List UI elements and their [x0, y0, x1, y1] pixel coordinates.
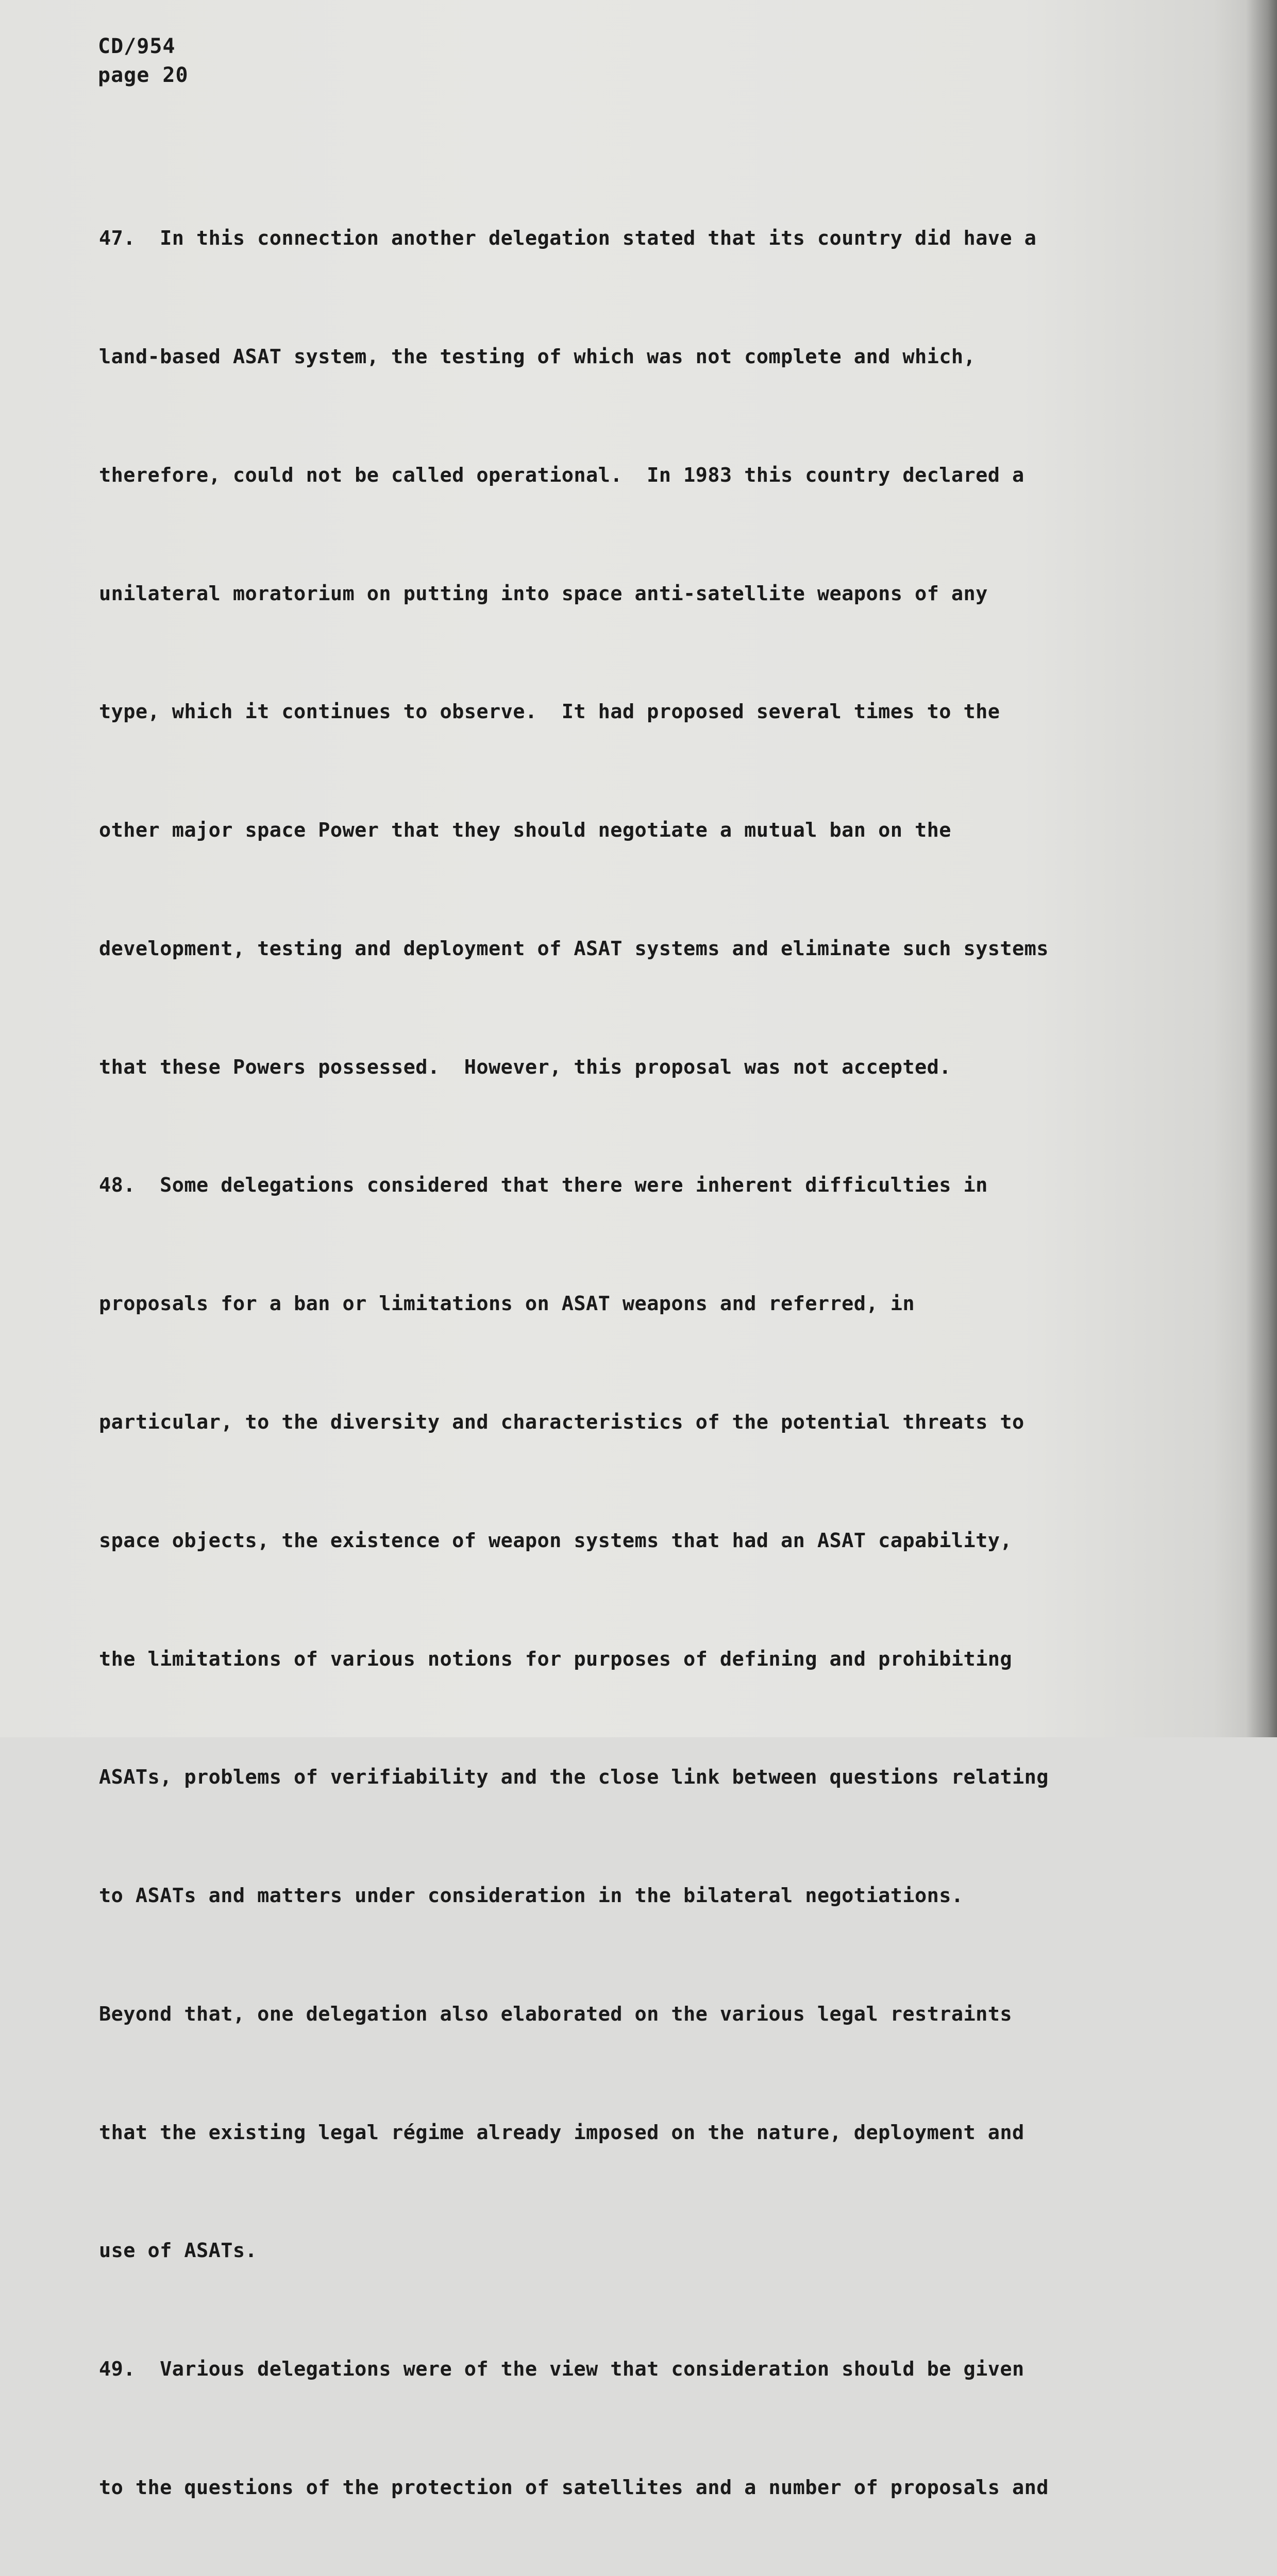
text-line: space objects, the existence of weapon systems that had an ASAT capability, [99, 1529, 1012, 1552]
text-line: particular, to the diversity and characteristics of the potential threats to [99, 1411, 1024, 1434]
text-line: land-based ASAT system, the testing of which was not complete and which, [99, 345, 976, 368]
document-symbol: CD/954 [98, 35, 176, 58]
text-line: type, which it continues to observe. It had proposed several times to the [99, 700, 1000, 724]
page-number: page 20 [98, 63, 189, 87]
text-line: unilateral moratorium on putting into space anti-satellite weapons of any [99, 582, 988, 605]
text-line: the limitations of various notions for purposes of defining and prohibiting [99, 1647, 1012, 1671]
text-line: to the questions of the protection of satellites and a number of proposals and [99, 2476, 1049, 2500]
body-text [99, 140, 1155, 2576]
text-line: other major space Power that they should negotiate a mutual ban on the [99, 819, 951, 842]
text-line: 47. In this connection another delegation stated that its country did have a [99, 227, 1037, 250]
text-line: that the existing legal régime already imposed on the nature, deployment and [99, 2121, 1024, 2144]
text-line: Beyond that, one delegation also elaborated on the various legal restraints [99, 2002, 1012, 2026]
text-line: ASATs, problems of verifiability and the close link between questions relating [99, 1766, 1049, 1789]
text-line: to ASATs and matters under consideration in the bilateral negotiations. [99, 1884, 964, 1908]
text-line: therefore, could not be called operational. In 1983 this country declared a [99, 463, 1024, 487]
text-line: proposals for a ban or limitations on ASAT weapons and referred, in [99, 1292, 915, 1316]
text-line: development, testing and deployment of ASAT systems and eliminate such systems [99, 937, 1049, 960]
document-header [98, 32, 189, 90]
text-line: use of ASATs. [99, 2239, 258, 2263]
text-line: 48. Some delegations considered that there were inherent difficulties in [99, 1174, 988, 1197]
text-line: 49. Various delegations were of the view that consideration should be given [99, 2358, 1024, 2381]
text-line: that these Powers possessed. However, this proposal was not accepted. [99, 1055, 951, 1079]
page-edge-shadow [1246, 0, 1277, 1737]
